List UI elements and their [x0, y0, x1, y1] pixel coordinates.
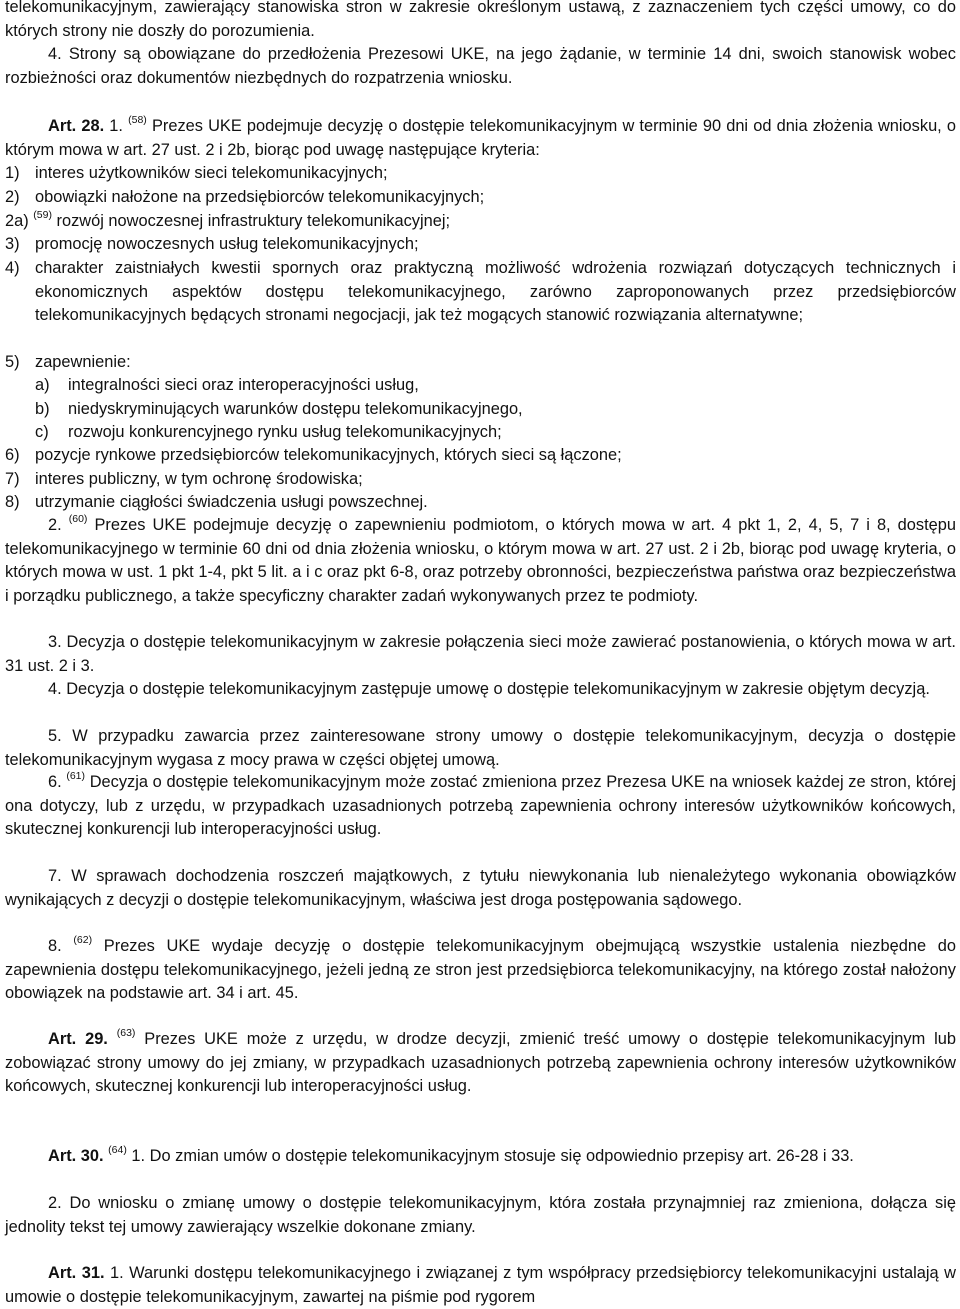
- art28-para8: 8. $^{(62)}$ Prezes UKE wydaje decyzję o dostępie telekomunikacyjnym obejmującą wszystkie ustalenia niezbędne do zapewnienia dostępu telekomunikacyjnego, jeżeli jedną ze stron jest przedsiębiorca telekomunikacyjny, na którego został nałożony obowiązek na podstawie art. 34 i art. 45.: [5, 934, 956, 1002]
- art28-para2: 2. $^{(60)}$ Prezes UKE podejmuje decyzję o zapewnieniu podmiotom, o których mowa w art. 4 pkt 1, 2, 4, 5, 7 i 8, dostępu telekomunikacyjnego w terminie 60 dni od dnia złożenia wniosku, o którym mowa w art. 27 ust. 2 i 2b, biorąc pod uwagę kryteria, o których mowa w ust. 1 pkt 1-4, pkt 5 lit. a i c oraz pkt 6-8, oraz potrzeby obronności, bezpieczeństwa państwa oraz bezpieczeństwa i porządku publicznego, a także specyficzny charakter zadań wykonywanych przez te podmioty.: [5, 513, 956, 605]
- art28-para1-text: Prezes UKE podejmuje decyzję o dostępie telekomunikacyjnym w terminie 90 dni od dnia złożenia wniosku, o którym mowa w art. 27 ust. 2 i 2b, biorąc pod uwagę następujące kryteria:: [5, 117, 956, 159]
- art29-footnote: (63): [116, 1027, 136, 1039]
- intro-paragraph-4: 4. Strony są obowiązane do przedłożenia Prezesowi UKE, na jego żądanie, w terminie 14 dni, swoich stanowisk wobec rozbieżności oraz dokumentów niezbędnych do rozpatrzenia wniosku.: [5, 45, 956, 87]
- art31-heading: Art. 31.: [48, 1264, 105, 1282]
- criterion-footnote: (59): [33, 209, 52, 221]
- intro-paragraph-end: telekomunikacyjnym, zawierający stanowiska stron w zakresie określonym ustawą, z zaznaczeniem tych części umowy, co do których strony nie doszły do porozumienia.: [5, 0, 956, 40]
- art28-para1: [5, 115, 956, 162]
- art30-footnote: (64): [108, 1144, 127, 1156]
- criterion-item: 5) zapewnienie:: [5, 353, 131, 371]
- criterion-item: 2a) $^{(59)}$ rozwój nowoczesnej infrastruktury telekomunikacyjnej;: [5, 209, 451, 230]
- art28-para6: 6. $^{(61)}$ Decyzja o dostępie telekomunikacyjnym może zostać zmieniona przez Prezesa UKE na wniosek każdej ze stron, której ona dotyczy, lub z urzędu, w przypadkach uzasadnionych potrzebą zapewnienia ochrony interesów użytkowników końcowych, skutecznej konkurencji lub interoperacyjności usług.: [5, 770, 956, 838]
- criterion-item: 4) charakter zaistniałych kwestii spornych oraz praktyczną możliwość wdrożenia rozwiązań dotyczących technicznych i ekonomicznych aspektów dostępu telekomunikacyjnego, zarówno zaproponowanych przez przedsiębiorców telekomunikacyjnych będących stronami negocjacji, jak też mogących stanowić rozwiązania alternatywne;: [5, 259, 956, 324]
- art28-para4: 4. Decyzja o dostępie telekomunikacyjnym zastępuje umowę o dostępie telekomunikacyjnym w zakresie objętym decyzją.: [48, 680, 930, 698]
- criterion-item: 8) utrzymanie ciągłości świadczenia usługi powszechnej.: [5, 493, 428, 511]
- art31-para1: Art. 31. 1. Warunki dostępu telekomunikacyjnego i związanej z tym współpracy przedsiębiorcy telekomunikacyjni ustalają w umowie o dostępie telekomunikacyjnym, zawartej na piśmie pod rygorem: [5, 1264, 956, 1306]
- criterion-item: 1) interes użytkowników sieci telekomunikacyjnych;: [5, 164, 388, 182]
- criterion-item: 2) obowiązki nałożone na przedsiębiorców telekomunikacyjnych;: [5, 188, 485, 206]
- art28-para5: 5. W przypadku zawarcia przez zainteresowane strony umowy o dostępie telekomunikacyjnym, decyzja o dostępie telekomunikacyjnym wygasa z mocy prawa w części objętej umową.: [5, 727, 956, 769]
- art28-para6-footnote: (61): [66, 770, 86, 782]
- criterion-item: 3) promocję nowoczesnych usług telekomunikacyjnych;: [5, 235, 419, 253]
- art30-para1: Art. 30. $^{(64)}$ 1. Do zmian umów o dostępie telekomunikacyjnym stosuje się odpowiednio przepisy art. 26-28 i 33.: [48, 1144, 854, 1165]
- art29-heading: Art. 29.: [48, 1030, 108, 1048]
- art28-para7: 7. W sprawach dochodzenia roszczeń majątkowych, z tytułu niewykonania lub nienależytego wykonania obowiązków wynikających z decyzji o dostępie telekomunikacyjnym, właściwa jest droga postępowania sądowego.: [5, 867, 956, 909]
- criterion-item: 6) pozycje rynkowe przedsiębiorców telekomunikacyjnych, których sieci są łączone;: [5, 446, 622, 464]
- art30-heading: Art. 30.: [48, 1147, 104, 1165]
- criterion-subitem: b) niedyskryminujących warunków dostępu telekomunikacyjnego,: [35, 400, 523, 418]
- art28-para2-footnote: (60): [68, 513, 88, 525]
- criterion-subitem: a) integralności sieci oraz interoperacyjności usług,: [35, 376, 419, 394]
- art28-heading: Art. 28.: [48, 117, 105, 135]
- criterion-item: 7) interes publiczny, w tym ochronę środowiska;: [5, 470, 363, 488]
- art28-para3: 3. Decyzja o dostępie telekomunikacyjnym w zakresie połączenia sieci może zawierać postanowienia, o których mowa w art. 31 ust. 2 i 3.: [5, 633, 956, 675]
- criterion-subitem: c) rozwoju konkurencyjnego rynku usług telekomunikacyjnych;: [35, 423, 502, 441]
- art28-para1-num: 1.: [109, 117, 123, 135]
- art28-para1-footnote: (58): [128, 114, 147, 126]
- art29-paragraph: Art. 29. $^{(63)}$ Prezes UKE może z urzędu, w drodze decyzji, zmienić treść umowy o dostępie telekomunikacyjnym lub zobowiązać strony umowy do jej zmiany, w przypadkach uzasadnionych potrzebą zapewnienia ochrony interesów użytkowników końcowych, skutecznej konkurencji lub interoperacyjności usług.: [5, 1027, 956, 1095]
- art28-para8-footnote: (62): [73, 934, 93, 946]
- art30-para2: 2. Do wniosku o zmianę umowy o dostępie telekomunikacyjnym, która została przynajmniej raz zmieniona, dołącza się jednolity tekst tej umowy zawierający wszelkie dokonane zmiany.: [5, 1194, 956, 1236]
